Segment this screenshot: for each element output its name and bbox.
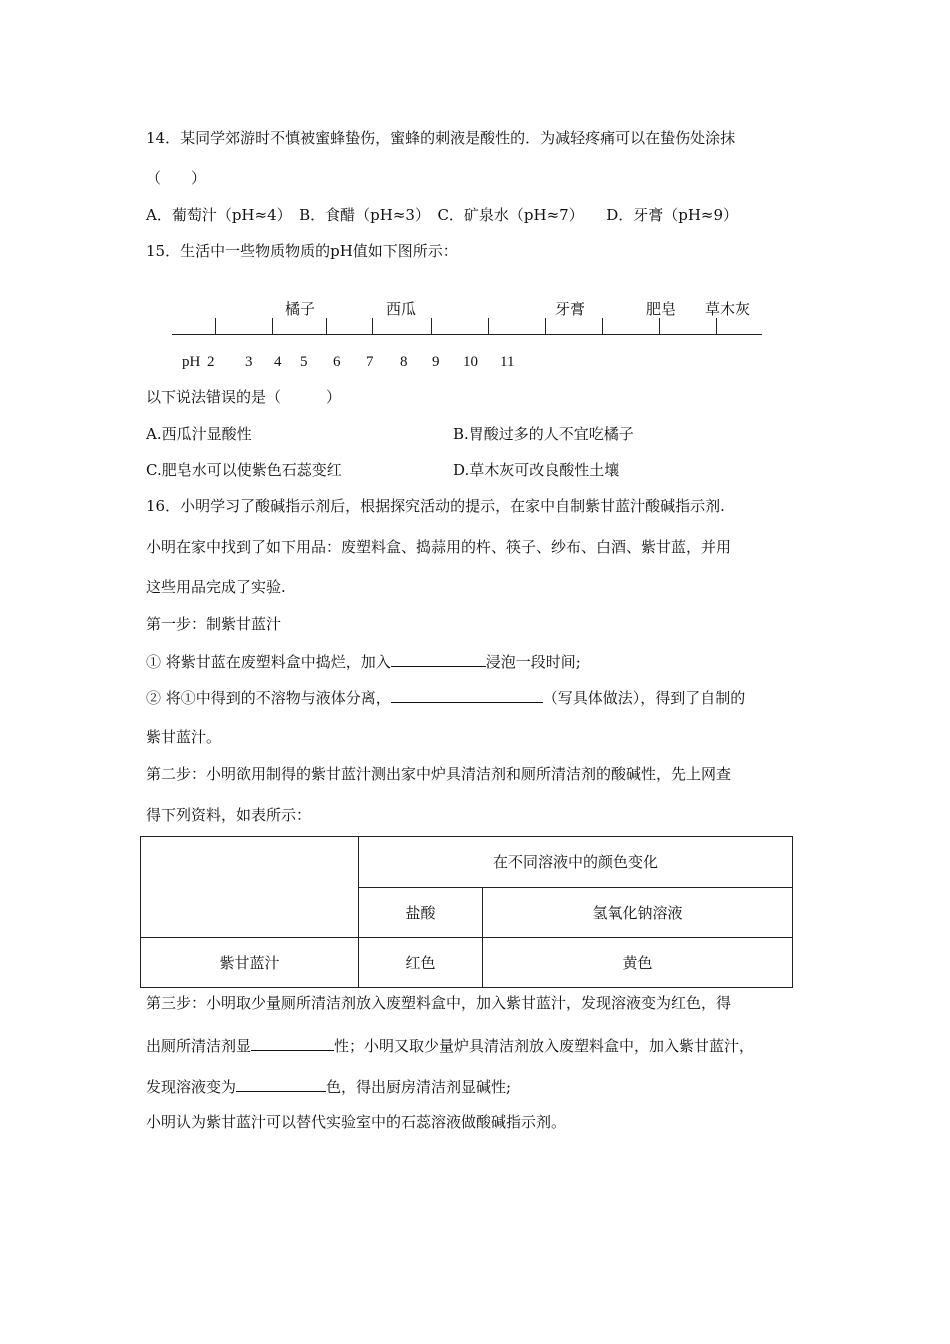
q14-paren: （ ） xyxy=(146,169,207,187)
ph-tick xyxy=(326,318,327,335)
answer-blank[interactable] xyxy=(391,650,486,667)
q15-option-b: B.胃酸过多的人不宜吃橘子 xyxy=(453,425,634,443)
ph-tick xyxy=(372,318,373,335)
answer-blank[interactable] xyxy=(236,1075,326,1092)
ph-tick xyxy=(272,318,273,335)
q14-stem: 14．某同学郊游时不慎被蜜蜂蛰伤，蜜蜂的刺液是酸性的．为减轻疼痛可以在蛰伤处涂抹 xyxy=(146,129,736,147)
step3-text-3-pre: 发现溶液变为 xyxy=(146,1078,237,1096)
step1-title: 第一步：制紫甘蓝汁 xyxy=(146,615,282,633)
q14-options: A．葡萄汁（pH≈4） B．食醋（pH≈3） C．矿泉水（pH≈7） D．牙膏（pH≈9） xyxy=(146,206,739,224)
ph-tick xyxy=(431,318,432,335)
table-empty-cell xyxy=(141,837,359,938)
q16-intro-3: 这些用品完成了实验. xyxy=(146,578,286,596)
answer-blank[interactable] xyxy=(251,1034,334,1051)
step3-text-3 xyxy=(146,1075,511,1097)
step3-text-2-post: 性；小明又取少量炉具清洁剂放入废塑料盒中，加入紫甘蓝汁， xyxy=(334,1037,755,1055)
q15-stem: 15．生活中一些物质物质的pH值如下图所示： xyxy=(146,242,458,260)
substance-label: 牙膏 xyxy=(555,300,586,318)
step1-item-2 xyxy=(146,686,745,708)
step3-text-3-post: 色，得出厨房清洁剂显碱性; xyxy=(326,1078,512,1096)
color-change-table xyxy=(140,836,793,988)
substance-label: 西瓜 xyxy=(386,300,417,318)
ph-tick xyxy=(488,318,489,335)
table-cell-red: 红色 xyxy=(359,938,483,988)
ph-number: 4 xyxy=(274,354,282,370)
step3-text-1: 第三步：小明取少量厕所清洁剂放入废塑料盒中，加入紫甘蓝汁，发现溶液变为红色，得 xyxy=(146,994,732,1012)
step1-item-1-pre: ① 将紫甘蓝在废塑料盒中捣烂，加入 xyxy=(146,653,391,671)
step3-text-2-pre: 出厕所清洁剂显 xyxy=(146,1037,252,1055)
ph-number: 3 xyxy=(245,354,253,370)
q15-option-a: A.西瓜汁显酸性 xyxy=(146,425,252,443)
ph-number: 6 xyxy=(333,354,341,370)
step2-text-2: 得下列资料，如表所示： xyxy=(146,806,312,824)
table-col-hydrochloric-acid: 盐酸 xyxy=(359,887,483,938)
ph-label: pH xyxy=(182,354,201,370)
table-row-label: 紫甘蓝汁 xyxy=(141,938,359,988)
ph-number: 11 xyxy=(500,354,515,370)
table-cell-yellow: 黄色 xyxy=(483,938,793,988)
table-header: 在不同溶液中的颜色变化 xyxy=(359,837,793,888)
ph-tick xyxy=(659,318,660,335)
substance-label: 橘子 xyxy=(285,300,316,318)
ph-number: 10 xyxy=(463,354,478,370)
ph-number: 7 xyxy=(366,354,374,370)
q15-option-c: C.肥皂水可以使紫色石蕊变红 xyxy=(146,461,342,479)
q15-question: 以下说法错误的是（ ） xyxy=(146,388,342,406)
ph-number: 2 xyxy=(207,354,215,370)
ph-tick xyxy=(215,318,216,335)
ph-tick xyxy=(545,318,546,335)
ph-axis-line xyxy=(172,334,762,335)
ph-number: 8 xyxy=(400,354,408,370)
ph-number: 5 xyxy=(300,354,308,370)
q16-intro-1: 16．小明学习了酸碱指示剂后，根据探究活动的提示，在家中自制紫甘蓝汁酸碱指示剂. xyxy=(146,497,725,515)
ph-number: 9 xyxy=(432,354,440,370)
step1-item-1 xyxy=(146,650,581,672)
step1-item-1-post: 浸泡一段时间; xyxy=(485,653,581,671)
answer-blank[interactable] xyxy=(391,686,543,703)
step1-item-2-pre: ② 将①中得到的不溶物与液体分离， xyxy=(146,689,391,707)
step1-item-2-cont: 紫甘蓝汁。 xyxy=(146,728,222,746)
conclusion: 小明认为紫甘蓝汁可以替代实验室中的石蕊溶液做酸碱指示剂。 xyxy=(146,1113,567,1131)
step2-text-1: 第二步：小明欲用制得的紫甘蓝汁测出家中炉具清洁剂和厕所清洁剂的酸碱性，先上网查 xyxy=(146,765,732,783)
substance-label: 草木灰 xyxy=(705,300,751,318)
step1-item-2-post: （写具体做法），得到了自制的 xyxy=(542,689,746,707)
ph-tick xyxy=(716,318,717,335)
q15-option-d: D.草木灰可改良酸性土壤 xyxy=(453,461,620,479)
step3-text-2 xyxy=(146,1034,754,1056)
q16-intro-2: 小明在家中找到了如下用品：废塑料盒、捣蒜用的杵、筷子、纱布、白酒、紫甘蓝，并用 xyxy=(146,538,732,556)
substance-label: 肥皂 xyxy=(646,300,677,318)
ph-tick xyxy=(602,318,603,335)
table-col-sodium-hydroxide: 氢氧化钠溶液 xyxy=(483,887,793,938)
